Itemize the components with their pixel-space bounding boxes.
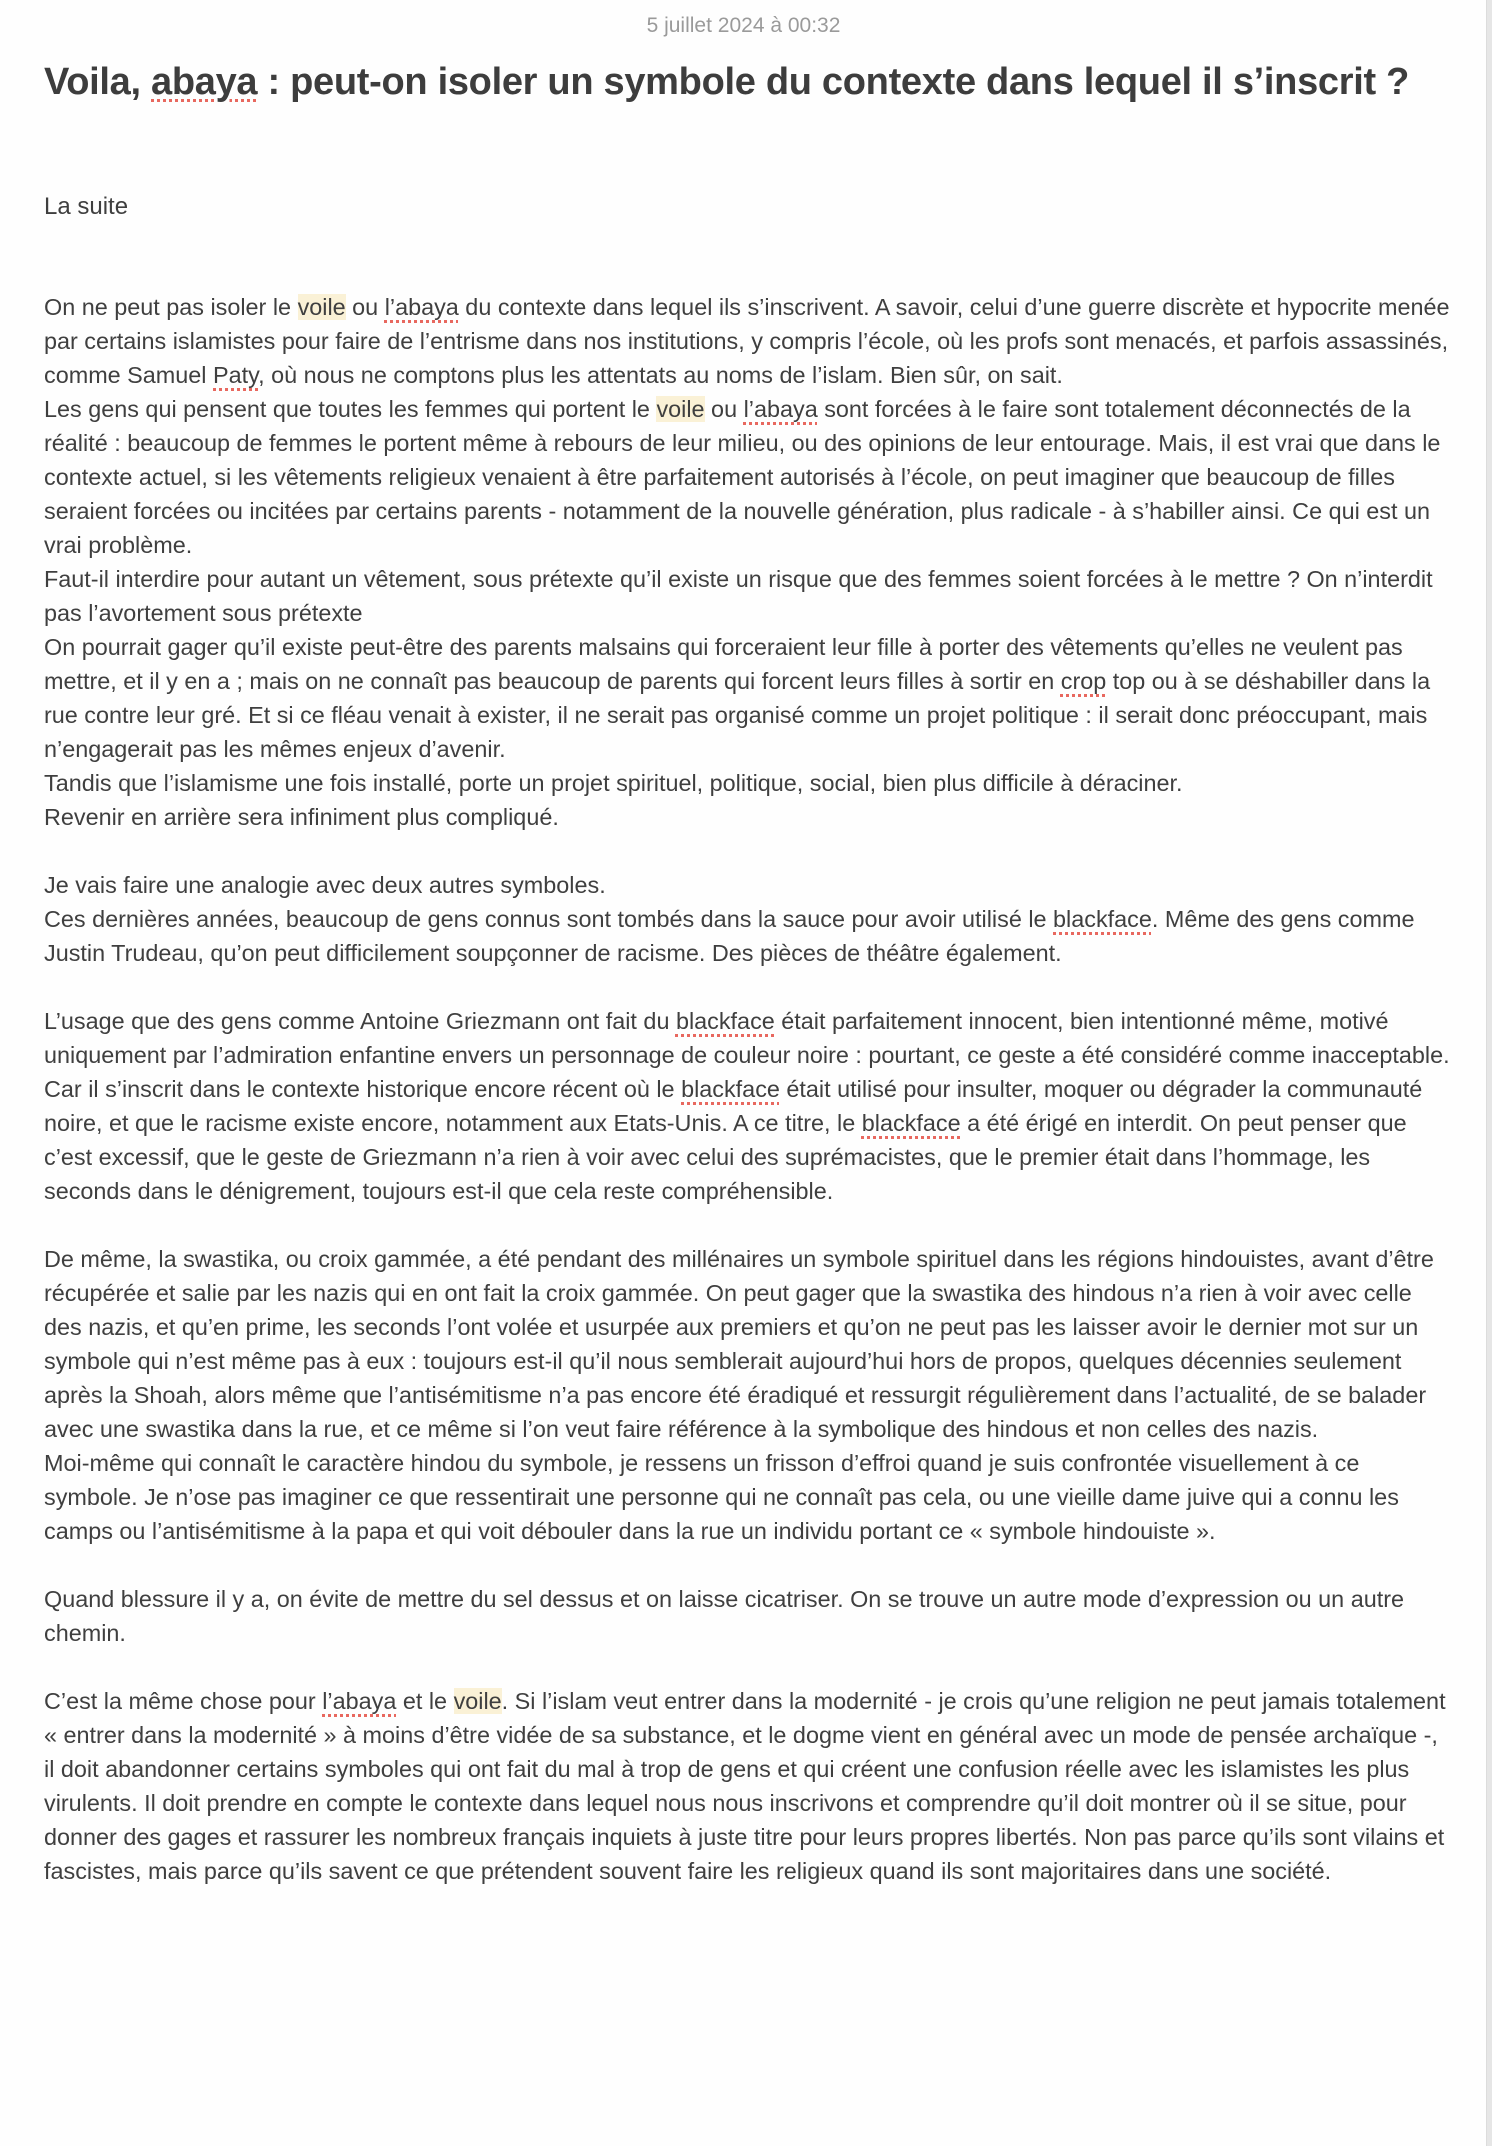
blank-line — [44, 1650, 1454, 1684]
blank-line — [44, 1208, 1454, 1242]
blank-line — [44, 834, 1454, 868]
note-subtitle: La suite — [44, 193, 129, 220]
body-paragraph — [44, 1446, 1454, 1548]
body-text: ou — [704, 396, 744, 422]
body-paragraph — [44, 800, 1454, 834]
spellcheck-flagged-word[interactable]: Paty — [213, 362, 259, 388]
body-paragraph — [44, 392, 1454, 562]
body-paragraph — [44, 902, 1454, 970]
body-text: On ne peut pas isoler le — [44, 294, 298, 320]
search-highlight[interactable]: voile — [453, 1688, 502, 1714]
body-text: était utilisé pour insulter, moquer ou dégrader la communauté noire, et que le racisme existe encore, notamment aux Etats-Unis. A ce titre, le — [44, 1076, 1423, 1136]
body-paragraph — [44, 766, 1454, 800]
body-text: Revenir en arrière sera infiniment plus compliqué. — [44, 804, 559, 830]
body-text: . Même des gens comme Justin Trudeau, qu’on peut difficilement soupçonner de racisme. Des pièces de théâtre également. — [44, 906, 1415, 966]
body-text: Quand blessure il y a, on évite de mettre du sel dessus et on laisse cicatriser. On se trouve un autre mode d’expression ou un autre chemin. — [44, 1586, 1405, 1646]
body-text: top ou à se déshabiller dans la rue contre leur gré. Et si ce fléau venait à exister, il ne serait pas organisé comme un projet politique : il serait donc préoccupant, mais n’engagerait pas les mêmes enjeux d’avenir. — [44, 668, 1431, 762]
body-text: On pourrait gager qu’il existe peut-être des parents malsains qui forceraient leur fille à porter des vêtements qu’elles ne veulent pas mettre, et il y en a ; mais on ne connaît pas beaucoup de parents qui forcent leurs filles à sortir en — [44, 634, 1403, 694]
body-paragraph — [44, 1582, 1454, 1650]
note-date: 5 juillet 2024 à 00:32 — [646, 14, 841, 37]
body-text: L’usage que des gens comme Antoine Griezmann ont fait du — [44, 1008, 676, 1034]
body-paragraph — [44, 1004, 1454, 1208]
spellcheck-flagged-word[interactable]: crop — [1060, 668, 1107, 694]
body-text: du contexte dans lequel ils s’inscrivent. A savoir, celui d’une guerre discrète et hypocrite menée par certains islamistes pour faire de l’entrisme dans nos institutions, y compris l’école, où les profs sont menacés, et parfois assassinés, comme Samuel — [44, 294, 1450, 388]
body-paragraph — [44, 868, 1454, 902]
body-text: Faut-il interdire pour autant un vêtement, sous prétexte qu’il existe un risque que des femmes soient forcées à le mettre ? On n’interdit pas l’avortement sous prétexte — [44, 566, 1433, 626]
spellcheck-flagged-word[interactable]: blackface — [681, 1076, 780, 1102]
spellcheck-flagged-word[interactable]: blackface — [675, 1008, 775, 1034]
body-paragraph — [44, 1684, 1454, 1888]
body-text: sont forcées à le faire sont totalement déconnectés de la réalité : beaucoup de femmes le portent même à rebours de leur milieu, ou des opinions de leur entourage. Mais, il est vrai que dans le contexte actuel, si les vêtements religieux venaient à être parfaitement autorisés à l’école, on peut imaginer que beaucoup de filles seraient forcées ou incitées par certains parents - notamment de la nouvelle génération, plus radicale - à s’habiller ainsi. Ce qui est un vrai problème. — [44, 396, 1441, 558]
body-text: , où nous ne comptons plus les attentats au noms de l’islam. Bien sûr, on sait. — [258, 362, 1063, 388]
body-text: . Si l’islam veut entrer dans la modernité - je crois qu’une religion ne peut jamais totalement « entrer dans la modernité » à moins d’être vidée de sa substance, et le dogme vient en général avec un mode de pensée archaïque -, il doit abandonner certains symboles qui ont fait du mal à trop de gens et qui créent une confusion réelle avec les islamistes les plus virulents. Il doit prendre en compte le contexte dans lequel nous nous inscrivons et comprendre qu’il doit montrer où il se situe, pour donner des gages et rassurer les nombreux français inquiets à juste titre pour leurs propres libertés. Non pas parce qu’ils sont vilains et fascistes, mais parce qu’ils savent ce que prétendent souvent faire les religieux quand ils sont majoritaires dans une société. — [44, 1688, 1446, 1884]
title-text: : peut-on isoler un symbole du contexte dans lequel il s’inscrit ? — [257, 61, 1410, 103]
body-text: ou — [345, 294, 385, 320]
body-text: Ces dernières années, beaucoup de gens connus sont tombés dans la sauce pour avoir utilisé le — [44, 906, 1054, 932]
body-text: Les gens qui pensent que toutes les femmes qui portent le — [44, 396, 657, 422]
spellcheck-flagged-word[interactable]: blackface — [861, 1110, 961, 1136]
search-highlight[interactable]: voile — [656, 396, 705, 422]
body-text: C’est la même chose pour — [44, 1688, 323, 1714]
title-text: Voila, — [44, 61, 152, 103]
spellcheck-flagged-word[interactable]: l’abaya — [322, 1688, 397, 1714]
body-text: Tandis que l’islamisme une fois installé, porte un projet spirituel, politique, social, bien plus difficile à déraciner. — [44, 770, 1183, 796]
body-text: De même, la swastika, ou croix gammée, a été pendant des millénaires un symbole spirituel dans les régions hindouistes, avant d’être récupérée et salie par les nazis qui en ont fait la croix gammée. On peut gager que la swastika des hindous n’a rien à voir avec celle des nazis, et qu’en prime, les seconds l’ont volée et usurpée aux premiers et qu’on ne peut pas les laisser avoir le dernier mot sur un symbole qui n’est même pas à eux : toujours est-il qu’il nous semblerait aujourd’hui hors de propos, quelques décennies seulement après la Shoah, alors même que l’antisémitisme n’a pas encore été éradiqué et ressurgit régulièrement dans l’actualité, de se balader avec une swastika dans la rue, et ce même si l’on veut faire référence à la symbolique des hindous et non celles des nazis. — [44, 1246, 1434, 1442]
note-body[interactable] — [44, 290, 1454, 1888]
body-paragraph — [44, 1242, 1454, 1446]
spellcheck-flagged-word[interactable]: l’abaya — [743, 396, 818, 422]
body-text: a été érigé en interdit. On peut penser que c’est excessif, que le geste de Griezmann n’a rien à voir avec celui des suprémacistes, que le premier était dans l’hommage, les seconds dans le dénigrement, toujours est-il que cela reste compréhensible. — [44, 1110, 1407, 1204]
note-title[interactable] — [44, 60, 1424, 105]
body-text: Moi-même qui connaît le caractère hindou du symbole, je ressens un frisson d’effroi quand je suis confrontée visuellement à ce symbole. Je n’ose pas imaginer ce que ressentirait une personne qui ne connaît pas cela, ou une vieille dame juive qui a connu les camps ou l’antisémitisme à la papa et qui voit débouler dans la rue un individu portant ce « symbole hindouiste ». — [44, 1450, 1399, 1544]
window-scrollbar-edge[interactable] — [1486, 0, 1492, 2146]
spellcheck-flagged-word[interactable]: l’abaya — [384, 294, 459, 320]
search-highlight[interactable]: voile — [297, 294, 346, 320]
body-paragraph — [44, 562, 1454, 630]
body-paragraph — [44, 290, 1454, 392]
body-text: Je vais faire une analogie avec deux autres symboles. — [44, 872, 606, 898]
spellcheck-flagged-word[interactable]: blackface — [1053, 906, 1152, 932]
body-text: et le — [396, 1688, 454, 1714]
blank-line — [44, 1548, 1454, 1582]
spellcheck-flagged-word[interactable]: abaya — [151, 61, 258, 103]
body-text: était parfaitement innocent, bien intentionné même, motivé uniquement par l’admiration enfantine envers un personnage de couleur noire : pourtant, ce geste a été considéré comme inacceptable. Car il s’inscrit dans le contexte historique encore récent où le — [44, 1008, 1450, 1102]
body-paragraph — [44, 630, 1454, 766]
blank-line — [44, 970, 1454, 1004]
